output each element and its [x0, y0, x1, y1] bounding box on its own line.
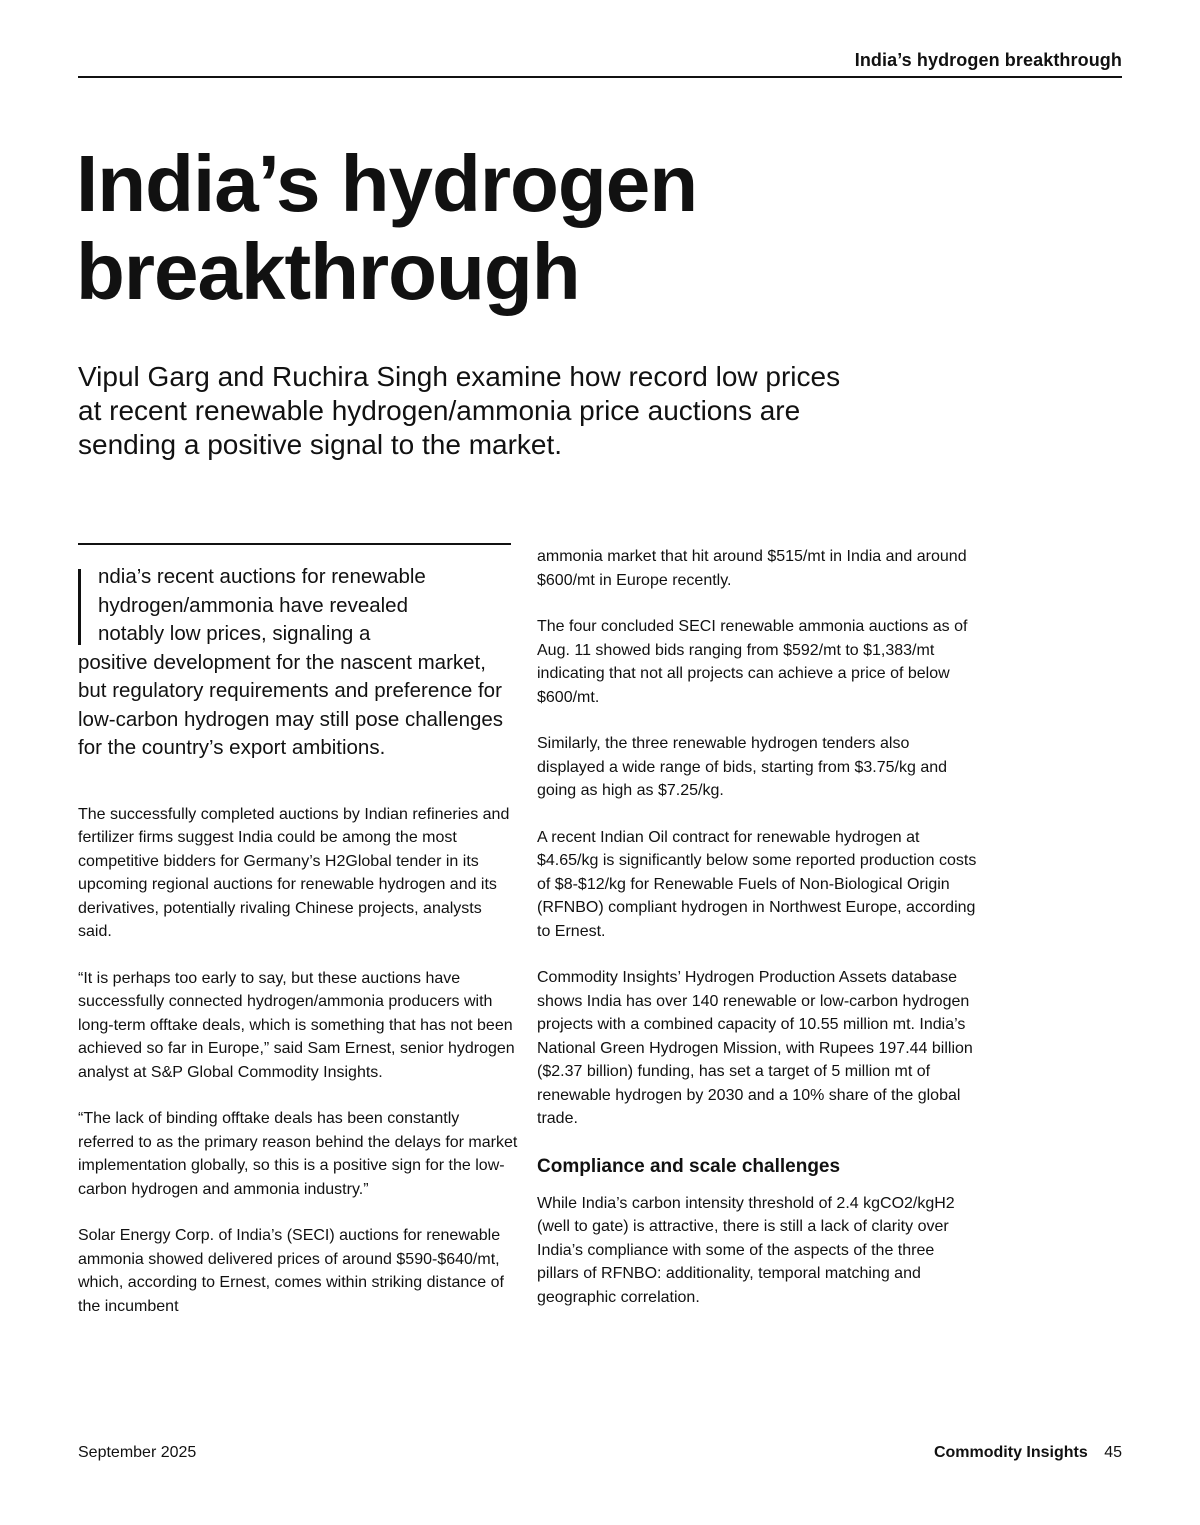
body-paragraph: “The lack of binding offtake deals has been constantly referred to as the primary reason behind the delays for market implementation globally, so this is a positive sign for the low-carbon hydrogen and ammonia industry.”	[78, 1110, 518, 1198]
body-paragraph: A recent Indian Oil contract for renewable hydrogen at $4.65/kg is significantly below some reported production costs of $8-$12/kg for Renewable Fuels of Non-Biological Origin (RFNBO) compliant hydrogen in Northwest Europe, according to Ernest.	[537, 828, 977, 940]
left-column	[78, 563, 518, 1341]
header-rule	[78, 76, 1122, 78]
body-paragraph: Similarly, the three renewable hydrogen tenders also displayed a wide range of bids, starting from $3.75/kg and going as high as $7.25/kg.	[537, 735, 948, 799]
body-paragraph: “It is perhaps too early to say, but these auctions have successfully connected hydrogen/ammonia producers with long-term offtake deals, which is something that has not been achieved so far in Europe,” said Sam Ernest, senior hydrogen analyst at S&P Global Commodity Insights.	[78, 969, 515, 1081]
body-paragraph: ammonia market that hit around $515/mt in India and around $600/mt in Europe recently.	[537, 548, 967, 589]
lede-line-2: hydrogen/ammonia have revealed	[98, 593, 408, 617]
lede-line-1: ndia’s recent auctions for renewable	[98, 565, 426, 588]
footer-date: September 2025	[78, 1444, 197, 1461]
section-heading: Compliance and scale challenges	[537, 1155, 841, 1177]
footer-brand: Commodity Insights	[933, 1444, 1088, 1461]
section-paragraph: While India’s carbon intensity threshold of 2.4 kgCO2/kgH2 (well to gate) is attractive, there is still a lack of clarity over India’s compliance with some of the aspects of the three pillars of RFNBO: additionality, temporal matching and geographic correlation.	[537, 1194, 955, 1306]
lede-rest: positive development for the nascent market, but regulatory requirements and preference for low-carbon hydrogen may still pose challenges for the country’s export ambitions.	[78, 650, 504, 759]
body-paragraph: The four concluded SECI renewable ammonia auctions as of Aug. 11 showed bids ranging from $592/mt to $1,383/mt indicating that not all projects can achieve a price of below $600/mt.	[537, 618, 968, 706]
article-title-line-2: breakthrough	[76, 227, 580, 316]
running-header-title: India’s hydrogen breakthrough	[854, 50, 1122, 70]
body-paragraph: Solar Energy Corp. of India’s (SECI) auctions for renewable ammonia showed delivered prices of around $590-$640/mt, which, according to Ernest, comes within striking distance of the incumbent	[78, 1227, 504, 1315]
column-rule	[78, 543, 511, 545]
drop-cap-i	[78, 569, 81, 645]
lede-paragraph	[78, 563, 518, 763]
article-title	[76, 140, 976, 316]
lede-line-3: notably low prices, signaling a	[98, 622, 371, 645]
body-paragraph: Commodity Insights’ Hydrogen Production Assets database shows India has over 140 renewable or low-carbon hydrogen projects with a combined capacity of 10.55 million mt. India’s National Green Hydrogen Mission, with Rupees 197.44 billion ($2.37 billion) funding, has set a target of 5 million mt of renewable hydrogen by 2030 and a 10% share of the global trade.	[537, 969, 973, 1127]
body-paragraph: The successfully completed auctions by Indian refineries and fertilizer firms suggest India could be among the most competitive bidders for Germany’s H2Global tender in its upcoming regional auctions for renewable hydrogen and its derivatives, potentially rivaling Chinese projects, analysts said.	[78, 805, 510, 940]
right-column	[537, 545, 977, 1332]
page-number: 45	[1104, 1444, 1122, 1461]
article-title-line-1: India’s hydrogen	[76, 139, 698, 228]
footer-brand-block	[934, 1444, 1122, 1462]
article-standfirst: Vipul Garg and Ruchira Singh examine how record low prices at recent renewable hydrogen/ammonia price auctions are sending a positive signal to the market.	[78, 361, 841, 460]
